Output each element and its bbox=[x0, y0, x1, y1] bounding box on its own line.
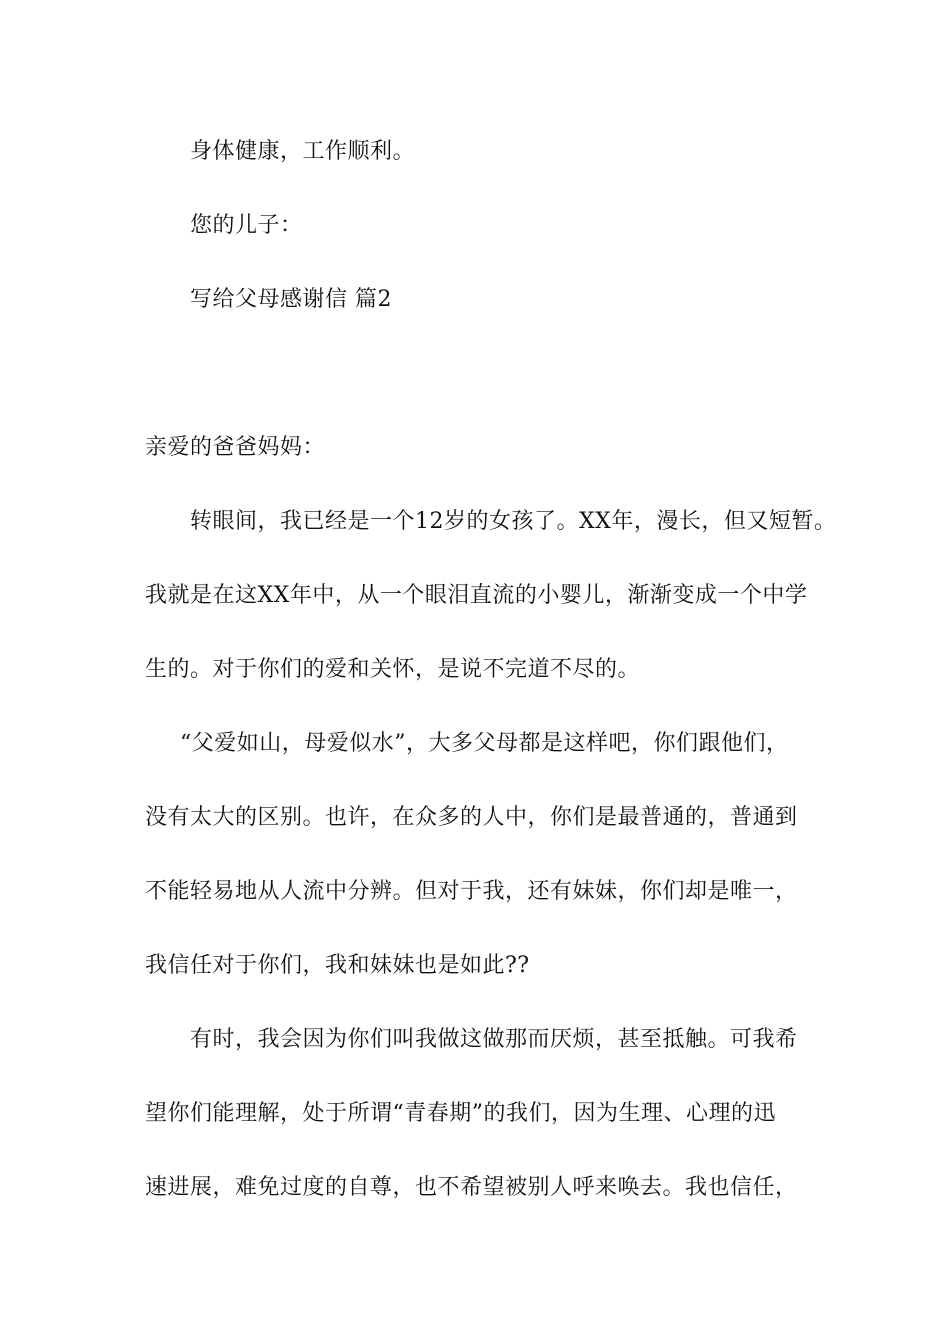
paragraph-line: 望你们能理解，处于所谓“青春期”的我们，因为生理、心理的迅 bbox=[145, 1101, 776, 1126]
closing-wishes: 身体健康，工作顺利。 bbox=[190, 139, 416, 164]
signature-line: 您的儿子： bbox=[190, 213, 303, 238]
paragraph-line: 我信任对于你们，我和妹妹也是如此?? bbox=[145, 953, 530, 978]
salutation: 亲爱的爸爸妈妈： bbox=[145, 435, 326, 460]
paragraph-line: “父爱如山，母爱似水”，大多父母都是这样吧，你们跟他们， bbox=[180, 731, 789, 756]
paragraph-line: 没有太大的区别。也许，在众多的人中，你们是最普通的，普通到 bbox=[145, 805, 798, 830]
paragraph-line: 生的。对于你们的爱和关怀，是说不完道不尽的。 bbox=[145, 657, 641, 682]
paragraph-line: 速进展，难免过度的自尊，也不希望被别人呼来唤去。我也信任， bbox=[145, 1175, 798, 1200]
paragraph-line: 我就是在这XX年中，从一个眼泪直流的小婴儿，渐渐变成一个中学 bbox=[145, 583, 808, 608]
paragraph-line: 转眼间，我已经是一个12岁的女孩了。XX年，漫长，但又短暂。 bbox=[190, 509, 837, 534]
paragraph-line: 有时，我会因为你们叫我做这做那而厌烦，甚至抵触。可我希 bbox=[190, 1027, 798, 1052]
section-heading: 写给父母感谢信 篇2 bbox=[190, 287, 392, 312]
paragraph-line: 不能轻易地从人流中分辨。但对于我，还有妹妹，你们却是唯一， bbox=[145, 879, 798, 904]
